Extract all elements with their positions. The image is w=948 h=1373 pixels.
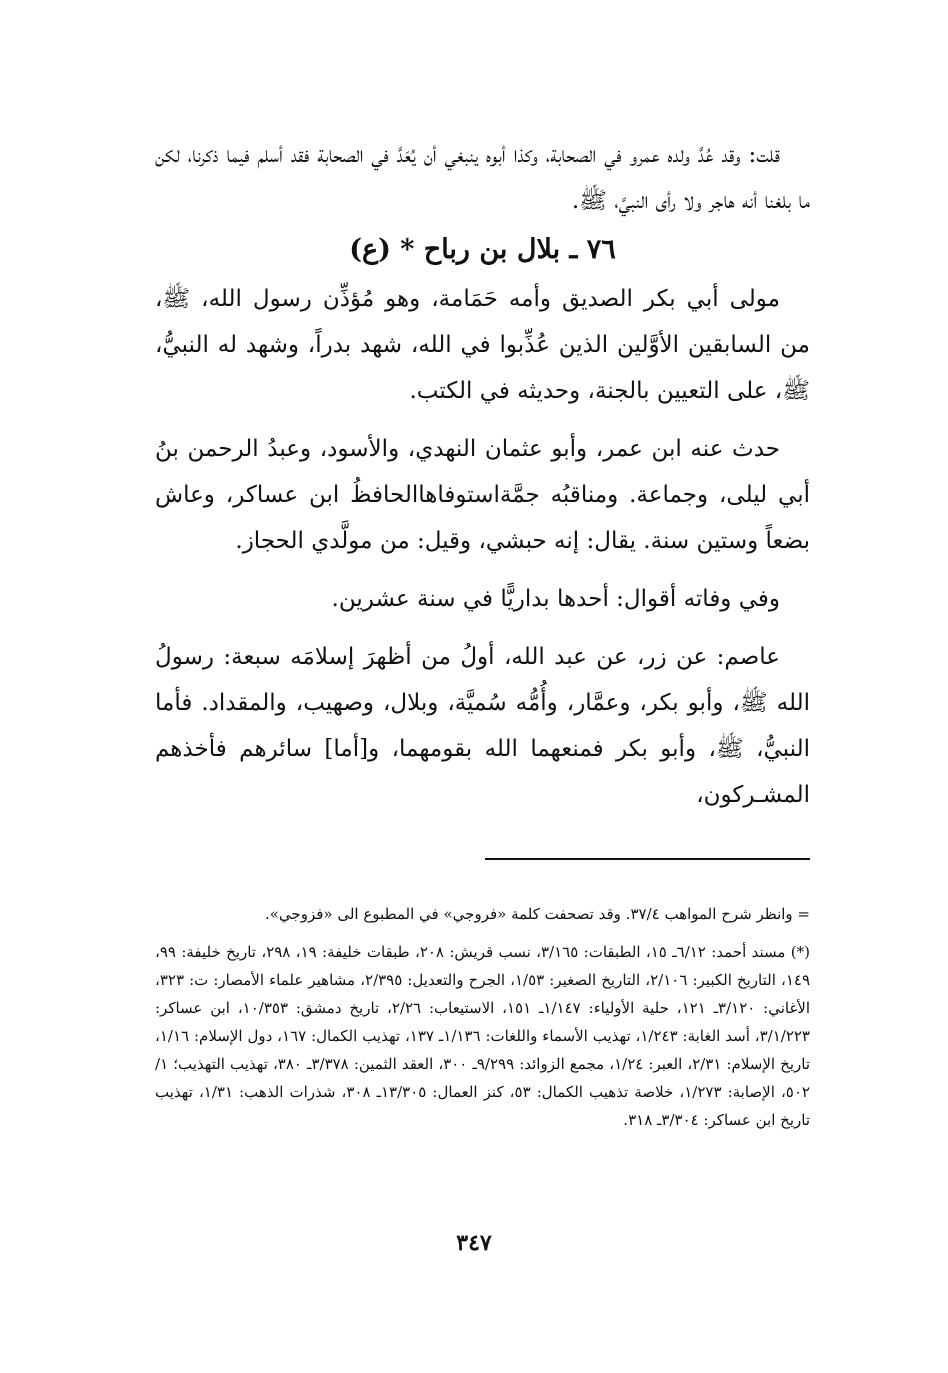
main-text: [155, 132, 810, 818]
paragraph-hadith: عاصم: عن زر، عن عبد الله، أولُ من أظهرَ إسلامَه سبعة: رسولُ الله ﷺ، وأبو بكر، وعمَّار، وأُمُّه سُميَّة، وبلال، وصهيب، والمقداد. فأما النبيُّ، ﷺ، وأبو بكر فمنعهما الله بقومهما، و[أما] سائرهم فأخذهم المشـركون،: [155, 644, 810, 808]
entry-heading: ٧٦ ـ بلال بن رباح * (ع): [349, 234, 616, 265]
footnote-divider: [485, 858, 810, 860]
footnotes: [155, 900, 810, 1134]
paragraph-death: وفي وفاته أقوال: أحدها بداريًّا في سنة عشرين.: [331, 586, 780, 612]
paragraph-narrators: حدث عنه ابن عمر، وأبو عثمان النهدي، والأسود، وعبدُ الرحمن بنُ أبي ليلى، وجماعة. ومناقبُه جمَّةاستوفاهاالحافظُ ابن عساكر، وعاش بضعاً وستين سنة. يقال: إنه حبشي، وقيل: من مولَّدي الحجاز.: [155, 436, 810, 554]
page-number: ٣٤٧: [456, 1230, 492, 1256]
footnote-continuation: = وانظر شرح المواهب ٣٧/٤. وقد تصحفت كلمة «فروجي» في المطبوع الى «فزوجي».: [264, 905, 810, 923]
paragraph-note: قلت: وقد عُدَّ ولده عمرو في الصحابة، وكذا أبوه ينبغي أن يُعَدَّ في الصحابة فقد أسلم فيما ذكرنا، لكن ما بلغنا أنه هاجر ولا رأى النبيَّ، ﷺ.: [155, 142, 810, 214]
paragraph-biography: مولى أبي بكر الصديق وأمه حَمَامة، وهو مُؤذِّن رسول الله، ﷺ، من السابقين الأوَّلين الذين عُذِّبوا في الله، شهد بدراً، وشهد له النبيُّ، ﷺ، على التعيين بالجنة، وحديثه في الكتب.: [155, 286, 810, 404]
footnote-sources: (*) مسند أحمد: ٦/١٢ـ ١٥، الطبقات: ٣/١٦٥، نسب قريش: ٢٠٨، طبقات خليفة: ١٩، ٢٩٨، تاريخ خليفة: ٩٩، ١٤٩، التاريخ الكبير: ٢/١٠٦، التاريخ الصغير: ١/٥٣، الجرح والتعديل: ٢/٣٩٥، مشاهير علماء الأمصار: ت: ٣٢٣، الأغاني: ٣/١٢٠ـ ١٢١، حلية الأولياء: ١/١٤٧ـ ١٥١، الاستيعاب: ٢/٢٦، تاريخ دمشق: ١٠/٣٥٣، ابن عساكر: ٣/١/٢٢٣، أسد الغابة: ١/٢٤٣، تهذيب الأسماء واللغات: ١/١٣٦ـ ١٣٧، تهذيب الكمال: ١٦٧، دول الإسلام: ١/١٦، تاريخ الإسلام: ٢/٣١، العبر: ١/٢٤، مجمع الزوائد: ٩/٢٩٩ـ ٣٠٠، العقد الثمين: ٣/٣٧٨ـ ٣٨٠، تهذيب التهذيب؛ ١/ ٥٠٢، الإصابة: ١/٢٧٣، خلاصة تذهيب الكمال: ٥٣، كنز العمال: ١٣/٣٠٥ـ ٣٠٨، شذرات الذهب: ١/٣١، تهذيب تاريخ ابن عساكر: ٣/٣٠٤ـ ٣١٨.: [155, 943, 811, 1129]
